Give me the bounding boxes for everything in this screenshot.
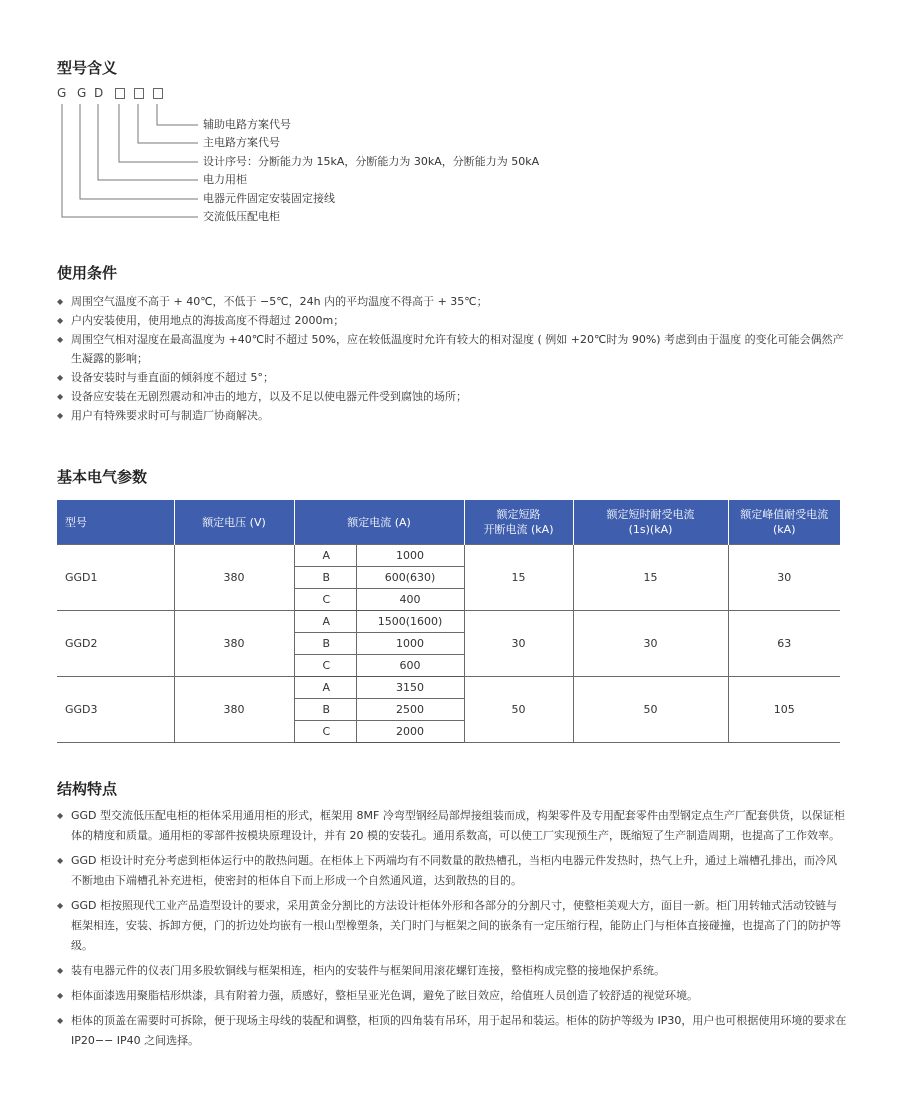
list-item: ◆ 柜体的顶盖在需要时可拆除，便于现场主母线的装配和调整，柜顶的四角装有吊环，用于起吊和装运。柜体的防护等级为 IP30，用户也可根据使用环境的要求在 IP20−− IP40 之间选择。 — [57, 1011, 847, 1051]
cell-current-class: A — [294, 611, 356, 633]
cell-model: GGD1 — [57, 545, 174, 611]
cell-current-value: 400 — [356, 589, 464, 611]
cell-short-time: 15 — [573, 545, 728, 611]
list-item: ◆ 周围空气温度不高于 + 40℃，不低于 −5℃，24h 内的平均温度不得高于 + 35℃； — [57, 292, 847, 311]
list-item: ◆ 设备应安装在无剧烈震动和冲击的地方，以及不足以使电器元件受到腐蚀的场所； — [57, 387, 847, 406]
cell-peak: 30 — [728, 545, 840, 611]
header-current: 额定电流 (A) — [294, 500, 464, 545]
cell-current-class: B — [294, 699, 356, 721]
list-item: ◆ 柜体面漆选用聚脂桔形烘漆，具有附着力强，质感好，整柜呈亚光色调，避免了眩目效应，给值班人员创造了较舒适的视觉环境。 — [57, 986, 847, 1006]
list-item: ◆ 用户有特殊要求时可与制造厂协商解决。 — [57, 406, 847, 425]
section-title-model-meaning: 型号含义 — [57, 59, 118, 77]
cell-voltage: 380 — [174, 611, 294, 677]
code-letter-d: D — [94, 86, 104, 100]
cell-peak: 105 — [728, 677, 840, 743]
list-item: ◆ 设备安装时与垂直面的倾斜度不超过 5°； — [57, 368, 847, 387]
code-letter-g2: G — [77, 86, 87, 100]
meaning-line: 电器元件固定安装固定接线 — [203, 192, 335, 205]
list-item: ◆ 装有电器元件的仪表门用多股软铜线与框架相连，柜内的安装件与框架间用滚花螺钉连接，整柜构成完整的接地保护系统。 — [57, 961, 847, 981]
list-item: ◆ GGD 柜按照现代工业产品造型设计的要求，采用黄金分割比的方法设计柜体外形和各部分的分割尺寸，使整柜美观大方，面目一新。柜门用转轴式活动铰链与框架相连，安装、拆卸方便，门的折边处均嵌有一根山型橡塑条，关门时门与框架之间的嵌条有一定压缩行程，能防止门与柜体直接碰撞，也提高了门的防护等级。 — [57, 896, 847, 956]
cell-breaking: 30 — [464, 611, 573, 677]
table-row — [57, 677, 840, 699]
cell-current-value: 600 — [356, 655, 464, 677]
cell-model: GGD2 — [57, 611, 174, 677]
cell-current-value: 3150 — [356, 677, 464, 699]
table-row — [57, 545, 840, 567]
list-item: ◆ 周围空气相对湿度在最高温度为 +40℃时不超过 50%，应在较低温度时允许有较大的相对湿度 ( 例如 +20℃时为 90%) 考虑到由于温度 的变化可能会偶然产生凝露的影响； — [57, 330, 847, 368]
cell-current-class: C — [294, 655, 356, 677]
meaning-line: 交流低压配电柜 — [203, 210, 280, 223]
list-item: ◆ GGD 柜设计时充分考虑到柜体运行中的散热问题。在柜体上下两端均有不同数量的散热槽孔，当柜内电器元件发热时，热气上升，通过上端槽孔排出，而冷风不断地由下端槽孔补充进柜，使密封的柜体自下而上形成一个自然通风道，达到散热的目的。 — [57, 851, 847, 891]
section-title-conditions: 使用条件 — [57, 264, 118, 282]
list-item: ◆ GGD 型交流低压配电柜的柜体采用通用柜的形式，框架用 8MF 冷弯型钢经局部焊接组装而成，构架零件及专用配套零件由型钢定点生产厂配套供货，以保证柜体的精度和质量。通用柜的零部件按模块原理设计，并有 20 模的安装孔。通用系数高，可以使工厂实现预生产，既缩短了生产制造周期，也提高了工作效率。 — [57, 806, 847, 846]
cell-current-class: A — [294, 545, 356, 567]
table-row — [57, 611, 840, 633]
meaning-line: 电力用柜 — [203, 173, 247, 186]
cell-short-time: 30 — [573, 611, 728, 677]
meaning-line: 主电路方案代号 — [203, 136, 280, 149]
cell-current-class: A — [294, 677, 356, 699]
cell-breaking: 15 — [464, 545, 573, 611]
structure-list — [57, 806, 847, 1056]
cell-short-time: 50 — [573, 677, 728, 743]
cell-current-value: 1000 — [356, 545, 464, 567]
meaning-line: 辅助电路方案代号 — [203, 118, 291, 131]
code-letter-g1: G — [57, 86, 67, 100]
cell-current-class: B — [294, 567, 356, 589]
cell-breaking: 50 — [464, 677, 573, 743]
cell-current-class: C — [294, 721, 356, 743]
conditions-list — [57, 292, 847, 425]
header-voltage: 额定电压 (V) — [174, 500, 294, 545]
cell-current-value: 2500 — [356, 699, 464, 721]
cell-current-value: 2000 — [356, 721, 464, 743]
cell-current-class: C — [294, 589, 356, 611]
section-title-structure: 结构特点 — [57, 780, 118, 798]
header-short-time: 额定短时耐受电流 (1s)(kA) — [573, 500, 728, 545]
cell-current-value: 600(630) — [356, 567, 464, 589]
section-title-params: 基本电气参数 — [57, 468, 148, 486]
cell-current-value: 1000 — [356, 633, 464, 655]
cell-peak: 63 — [728, 611, 840, 677]
cell-voltage: 380 — [174, 677, 294, 743]
table-header-row — [57, 500, 840, 545]
cell-voltage: 380 — [174, 545, 294, 611]
params-table — [57, 500, 840, 743]
meaning-line: 设计序号：分断能力为 15kA，分断能力为 30kA，分断能力为 50kA — [203, 155, 540, 168]
header-breaking: 额定短路 开断电流 (kA) — [464, 500, 573, 545]
list-item: ◆ 户内安装使用，使用地点的海拔高度不得超过 2000m； — [57, 311, 847, 330]
cell-current-class: B — [294, 633, 356, 655]
cell-model: GGD3 — [57, 677, 174, 743]
header-model: 型号 — [57, 500, 174, 545]
header-peak: 额定峰值耐受电流 (kA) — [728, 500, 840, 545]
cell-current-value: 1500(1600) — [356, 611, 464, 633]
model-meaning-diagram — [0, 0, 900, 240]
